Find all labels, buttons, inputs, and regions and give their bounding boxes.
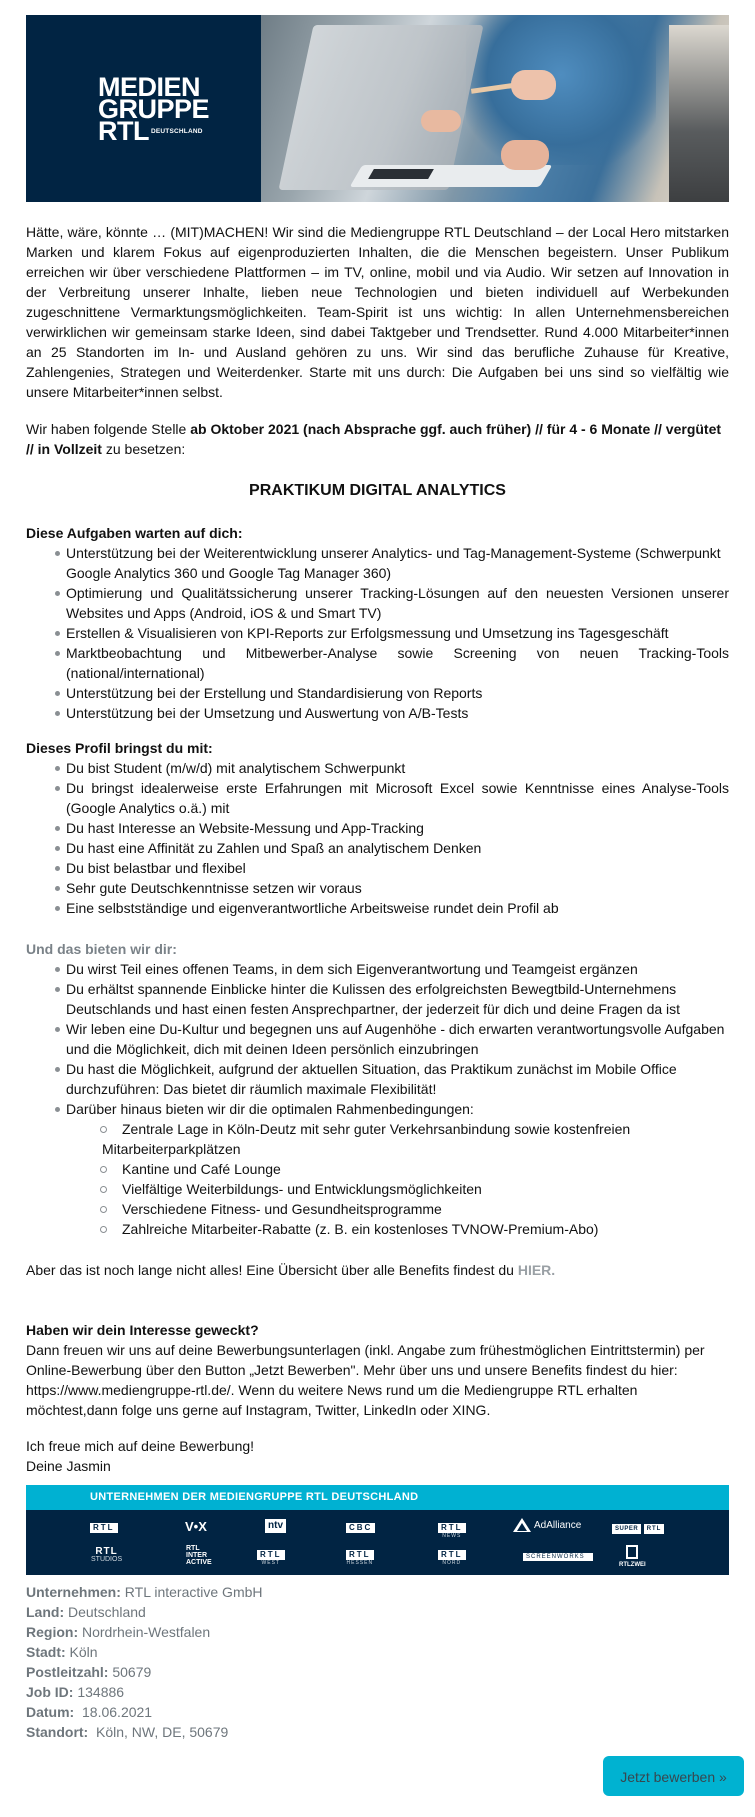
tasks-heading: Diese Aufgaben warten auf dich:: [26, 525, 243, 541]
sub-list-item: Kantine und Café Lounge: [102, 1159, 729, 1179]
logo-line-3: RTL: [97, 115, 149, 146]
hero-banner: [26, 15, 729, 202]
rtl-news-logo: RTL NEWS: [438, 1522, 466, 1539]
benefits-hier-link[interactable]: HIER: [517, 1262, 552, 1278]
list-item: Du wirst Teil eines offenen Teams, in dem sich Eigenverantwortung und Teamgeist ergänzen: [66, 959, 729, 979]
list-item: Du bist belastbar und flexibel: [66, 858, 729, 878]
interest-text: Dann freuen wir uns auf deine Bewerbungsunterlagen (inkl. Angabe zum frühestmöglichen Eintrittstermin) per Online-Bewerbung über den Button „Jetzt Bewerben". Mehr über uns und unsere Benefits findest du hier: https://www.mediengruppe-rtl.de/. Wenn du weitere News rund um die Mediengruppe RTL erhalten möchtest,dann folge uns gerne auf Instagram, Twitter, LinkedIn oder XING.: [26, 1342, 705, 1418]
interest-heading: Haben wir dein Interesse geweckt?: [26, 1322, 259, 1338]
benefits-section: [26, 939, 729, 1239]
adalliance-icon: [513, 1518, 531, 1532]
group-companies-logos: [26, 1510, 729, 1575]
logo-sub: DEUTSCHLAND: [150, 127, 203, 135]
list-item: Du hast eine Affinität zu Zahlen und Spaß an analytischem Denken: [66, 838, 729, 858]
list-item: Unterstützung bei der Umsetzung und Auswertung von A/B-Tests: [66, 703, 729, 723]
list-item: Du hast Interesse an Website-Messung und App-Tracking: [66, 818, 729, 838]
rtl-interactive-logo: RTL INTER ACTIVE: [186, 1545, 212, 1566]
rtlzwei-icon: [626, 1545, 638, 1559]
hero-photo: [261, 15, 729, 202]
list-item-text: Darüber hinaus bieten wir dir die optimalen Rahmenbedingungen:: [66, 1101, 474, 1117]
list-item: Du bist Student (m/w/d) mit analytischem Schwerpunkt: [66, 758, 729, 778]
mediengruppe-rtl-logo: [26, 15, 261, 202]
screenworks-logo: SCREENWORKS: [523, 1550, 593, 1561]
logo-line-1: MEDIEN: [97, 71, 200, 102]
signature: Deine Jasmin: [26, 1458, 111, 1474]
tasks-section: [26, 523, 729, 723]
list-item: Erstellen & Visualisieren von KPI-Reports zur Erfolgsmessung und Umsetzung ins Tagesgeschäft: [66, 623, 729, 643]
interest-section: [26, 1320, 729, 1420]
benefits-overview-end: .: [551, 1262, 556, 1278]
ntv-logo: ntv: [265, 1519, 286, 1533]
benefits-overview-paragraph: [26, 1260, 729, 1280]
meta-region: Region: Nordrhein-Westfalen: [26, 1624, 211, 1640]
profile-section: [26, 738, 729, 918]
sub-list-item: Zentrale Lage in Köln-Deutz mit sehr guter Verkehrsanbindung sowie kostenfreien Mitarbeiterparkplätzen: [102, 1119, 729, 1159]
list-item: Du hast die Möglichkeit, aufgrund der aktuellen Situation, das Praktikum zunächst im Mobile Office durchzuführen: Das bietet dir räumlich maximale Flexibilität!: [66, 1059, 729, 1099]
list-item: Du bringst idealerweise erste Erfahrungen mit Microsoft Excel sowie Kenntnisse eines Analyse-Tools (Google Analytics o.ä.) mit: [66, 780, 729, 816]
job-meta: [26, 1582, 263, 1742]
closing-section: [26, 1436, 729, 1476]
list-item: Unterstützung bei der Weiterentwicklung unserer Analytics- und Tag-Management-Systeme (Schwerpunkt Google Analytics 360 und Google Tag Manager 360): [66, 543, 729, 583]
sub-list-item: Vielfältige Weiterbildungs- und Entwicklungsmöglichkeiten: [102, 1179, 729, 1199]
list-item: Eine selbstständige und eigenverantwortliche Arbeitsweise rundet dein Profil ab: [66, 898, 729, 918]
sub-list-item: Verschiedene Fitness- und Gesundheitsprogramme: [102, 1199, 729, 1219]
list-item: Wir leben eine Du-Kultur und begegnen uns auf Augenhöhe - dich erwarten verantwortungsvolle Aufgaben und die Möglichkeit, dich mit deinen Ideen persönlich einzubringen: [66, 1019, 729, 1059]
profile-heading: Dieses Profil bringst du mit:: [26, 740, 213, 756]
meta-company: Unternehmen: RTL interactive GmbH: [26, 1584, 263, 1600]
rtl-hessen-logo: RTL HESSEN: [346, 1550, 374, 1566]
tasks-list: [26, 543, 729, 723]
list-item: Du erhältst spannende Einblicke hinter die Kulissen des erfolgreichsten Bewegtbild-Unternehmens Deutschlands und hast einen festen Ansprechpartner, der jederzeit für dich und deine Fragen da ist: [66, 979, 729, 1019]
rtl-west-logo: RTL WEST: [257, 1549, 285, 1566]
position-paragraph: [26, 419, 729, 459]
position-suffix: zu besetzen:: [101, 441, 186, 457]
adalliance-logo: AdAlliance: [513, 1518, 581, 1532]
meta-location: Standort: Köln, NW, DE, 50679: [26, 1724, 229, 1740]
meta-city: Stadt: Köln: [26, 1644, 98, 1660]
job-title: PRAKTIKUM DIGITAL ANALYTICS: [249, 482, 506, 499]
position-details: ab Oktober 2021 (nach Absprache ggf. auch früher) // für 4 - 6 Monate // vergütet // in Vollzeit: [26, 421, 722, 457]
apply-button[interactable]: Jetzt bewerben »: [603, 1756, 744, 1796]
benefits-heading: Und das bieten wir dir:: [26, 941, 177, 957]
rtl-nord-logo: RTL NORD: [438, 1549, 466, 1566]
list-item: Marktbeobachtung und Mitbewerber-Analyse sowie Screening von neuen Tracking-Tools (national/international): [66, 645, 729, 681]
meta-date: Datum: 18.06.2021: [26, 1704, 153, 1720]
intro-paragraph: Hätte, wäre, könnte … (MIT)MACHEN! Wir sind die Mediengruppe RTL Deutschland – der Local Hero mitstarken Marken und klarem Fokus auf eigenproduzierten Inhalten, die die Menschen begeistern. Unser Publikum erreichen wir über verschiedene Plattformen – im TV, online, mobil und via Audio. Wir setzen auf Innovation in der Verbreitung unserer Inhalte, lieben neue Technologien und bieten individuell auf Werbekunden zugeschnittene Vermarktungsmöglichkeiten. Team-Spirit ist uns wichtig: In allen Unternehmensbereichen verwirklichen wir gemeinsam starke Ideen, sind dabei Taktgeber und Trendsetter. Rund 4.000 Mitarbeiter*innen an 25 Standorten im In- und Ausland gehören zu uns. Wir sind das berufliche Zuhause für Kreative, Zahlengenies, Strategen und Weiterdenker. Starte mit uns durch: Die Aufgaben bei uns sind so vielfältig wie unsere Mitarbeiter*innen selbst.: [26, 224, 729, 400]
sub-list-item: Zahlreiche Mitarbeiter-Rabatte (z. B. ein kostenloses TVNOW-Premium-Abo): [102, 1219, 729, 1239]
benefits-list: [26, 959, 729, 1239]
logo-line-2: GRUPPE: [97, 93, 210, 124]
list-item: Unterstützung bei der Erstellung und Standardisierung von Reports: [66, 683, 729, 703]
list-item: Optimierung und Qualitätssicherung unserer Tracking-Lösungen auf den neuesten Versionen unserer Websites und Apps (Android, iOS & und Smart TV): [66, 585, 729, 621]
rtl-studios-logo: RTL STUDIOS: [91, 1546, 123, 1563]
rtlzwei-logo: RTLZWEI: [619, 1545, 646, 1569]
super-rtl-logo: SUPER RTL: [612, 1522, 664, 1534]
meta-country: Land: Deutschland: [26, 1604, 146, 1620]
meta-postcode: Postleitzahl: 50679: [26, 1664, 152, 1680]
benefits-overview-text: Aber das ist noch lange nicht alles! Eine Übersicht über alle Benefits findest du: [26, 1262, 518, 1278]
closing-line: Ich freue mich auf deine Bewerbung!: [26, 1438, 255, 1454]
rtl-logo: RTL: [90, 1522, 118, 1533]
vox-logo: V•X: [185, 1519, 207, 1534]
meta-job-id: Job ID: 134886: [26, 1684, 125, 1700]
cbc-logo: CBC: [346, 1522, 375, 1533]
benefits-sublist: [66, 1119, 729, 1239]
position-prefix: Wir haben folgende Stelle: [26, 421, 191, 437]
group-companies-heading: UNTERNEHMEN DER MEDIENGRUPPE RTL DEUTSCHLAND: [26, 1485, 729, 1510]
list-item: [66, 1099, 729, 1239]
profile-list: [26, 758, 729, 918]
group-companies-banner: [26, 1485, 729, 1575]
list-item: Sehr gute Deutschkenntnisse setzen wir voraus: [66, 878, 729, 898]
